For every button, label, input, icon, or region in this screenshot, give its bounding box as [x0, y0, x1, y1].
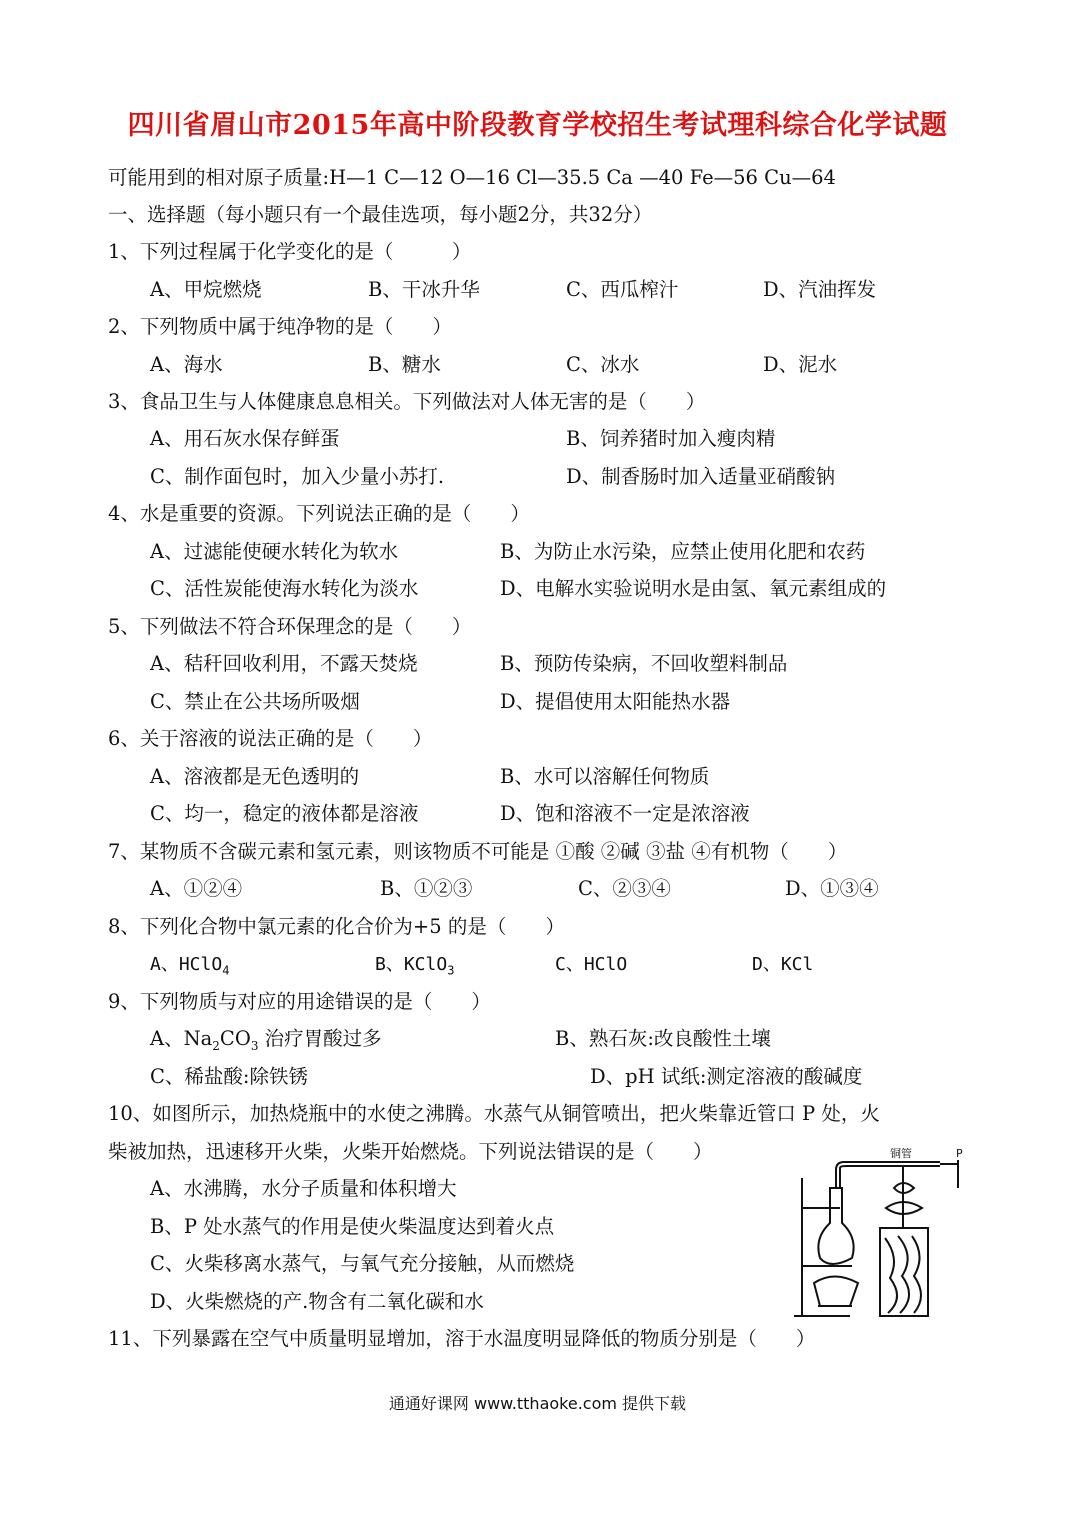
apparatus-figure: [790, 1148, 970, 1323]
page-footer: 通通好课网 www.tthaoke.com 提供下载: [388, 1394, 687, 1413]
question-1-option-c: C、西瓜榨汁: [566, 278, 679, 301]
question-7-option-d: D、①③④: [785, 877, 879, 900]
question-6-option-b: B、水可以溶解任何物质: [500, 765, 710, 788]
section-heading: 一、选择题（每小题只有一个最佳选项，每小题2分，共32分）: [108, 203, 653, 226]
question-6-option-a: A、溶液都是无色透明的: [150, 765, 360, 788]
question-4-option-b: B、为防止水污染，应禁止使用化肥和农药: [500, 540, 866, 563]
question-3-option-b: B、饲养猪时加入瘦肉精: [566, 427, 776, 450]
question-8-option-c: C、HClO: [555, 954, 628, 975]
question-5-stem: 5、下列做法不符合环保理念的是（ ）: [108, 615, 472, 638]
page-title: 四川省眉山市2015年高中阶段教育学校招生考试理科综合化学试题: [127, 110, 948, 141]
question-11-stem: 11、下列暴露在空气中质量明显增加，溶于水温度明显降低的物质分别是（ ）: [108, 1327, 816, 1350]
question-10-option-b: B、P 处水蒸气的作用是使火柴温度达到着火点: [150, 1215, 555, 1238]
question-3-stem: 3、食品卫生与人体健康息息相关。下列做法对人体无害的是（ ）: [108, 390, 706, 413]
atomic-masses: 可能用到的相对原子质量:H—1 C—12 O—16 Cl—35.5 Ca —40 Fe—56 Cu—64: [108, 166, 836, 189]
question-8-stem: 8、下列化合物中氯元素的化合价为+5 的是（ ）: [108, 915, 565, 938]
question-2-option-a: A、海水: [150, 353, 223, 376]
question-7-stem: 7、某物质不含碳元素和氢元素，则该物质不可能是 ①酸 ②碱 ③盐 ④有机物（ ）: [108, 840, 848, 863]
question-3-option-c: C、制作面包时，加入少量小苏打.: [150, 465, 445, 488]
question-5-option-b: B、预防传染病，不回收塑料制品: [500, 652, 788, 675]
question-10-stem-line-1: 10、如图所示，加热烧瓶中的水使之沸腾。水蒸气从铜管喷出，把火柴靠近管口 P 处，火: [108, 1102, 880, 1125]
question-7-option-c: C、②③④: [578, 877, 671, 900]
question-5-option-d: D、提倡使用太阳能热水器: [500, 690, 731, 713]
point-p-label: P: [956, 1148, 963, 1160]
question-8-option-a: A、HClO$_4$: [150, 954, 230, 978]
question-6-stem: 6、关于溶液的说法正确的是（ ）: [108, 727, 433, 750]
question-1-option-a: A、甲烷燃烧: [150, 278, 262, 301]
question-4-stem: 4、水是重要的资源。下列说法正确的是（ ）: [108, 502, 530, 525]
question-5-option-a: A、秸秆回收利用，不露天焚烧: [150, 652, 418, 675]
question-2-option-b: B、糖水: [368, 353, 441, 376]
question-7-option-b: B、①②③: [380, 877, 473, 900]
question-2-option-c: C、冰水: [566, 353, 640, 376]
question-8-option-d: D、KCl: [752, 954, 814, 975]
question-9-option-c: C、稀盐酸:除铁锈: [150, 1065, 308, 1088]
flask-apparatus-illustration: [790, 1148, 970, 1323]
question-10-option-d: D、火柴燃烧的产.物含有二氧化碳和水: [150, 1290, 484, 1313]
question-2-option-d: D、泥水: [763, 353, 838, 376]
question-9-stem: 9、下列物质与对应的用途错误的是（ ）: [108, 990, 491, 1013]
question-4-option-a: A、过滤能使硬水转化为软水: [150, 540, 399, 563]
question-8-option-b: B、KClO$_3$: [375, 954, 455, 978]
question-3-option-a: A、用石灰水保存鲜蛋: [150, 427, 340, 450]
question-9-option-d: D、pH 试纸:测定溶液的酸碱度: [590, 1065, 863, 1088]
question-1-option-b: B、干冰升华: [368, 278, 480, 301]
question-10-option-a: A、水沸腾，水分子质量和体积增大: [150, 1177, 457, 1200]
question-10-stem-line-2: 柴被加热，迅速移开火柴，火柴开始燃烧。下列说法错误的是（ ）: [108, 1140, 713, 1163]
question-4-option-c: C、活性炭能使海水转化为淡水: [150, 577, 419, 600]
copper-tube-label: 铜管: [890, 1148, 912, 1160]
question-9-option-a: A、$Na_2CO_3$ 治疗胃酸过多: [150, 1027, 382, 1053]
question-6-option-d: D、饱和溶液不一定是浓溶液: [500, 802, 750, 825]
question-1-stem: 1、下列过程属于化学变化的是（ ）: [108, 240, 472, 263]
question-10-option-c: C、火柴移离水蒸气，与氧气充分接触，从而燃烧: [150, 1252, 575, 1275]
question-7-option-a: A、①②④: [150, 877, 243, 900]
question-1-option-d: D、汽油挥发: [763, 278, 877, 301]
question-4-option-d: D、电解水实验说明水是由氢、氧元素组成的: [500, 577, 887, 600]
question-9-option-b: B、熟石灰:改良酸性土壤: [555, 1027, 771, 1050]
question-2-stem: 2、下列物质中属于纯净物的是（ ）: [108, 315, 452, 338]
question-6-option-c: C、均一，稳定的液体都是溶液: [150, 802, 419, 825]
question-5-option-c: C、禁止在公共场所吸烟: [150, 690, 360, 713]
question-3-option-d: D、制香肠时加入适量亚硝酸钠: [566, 465, 836, 488]
